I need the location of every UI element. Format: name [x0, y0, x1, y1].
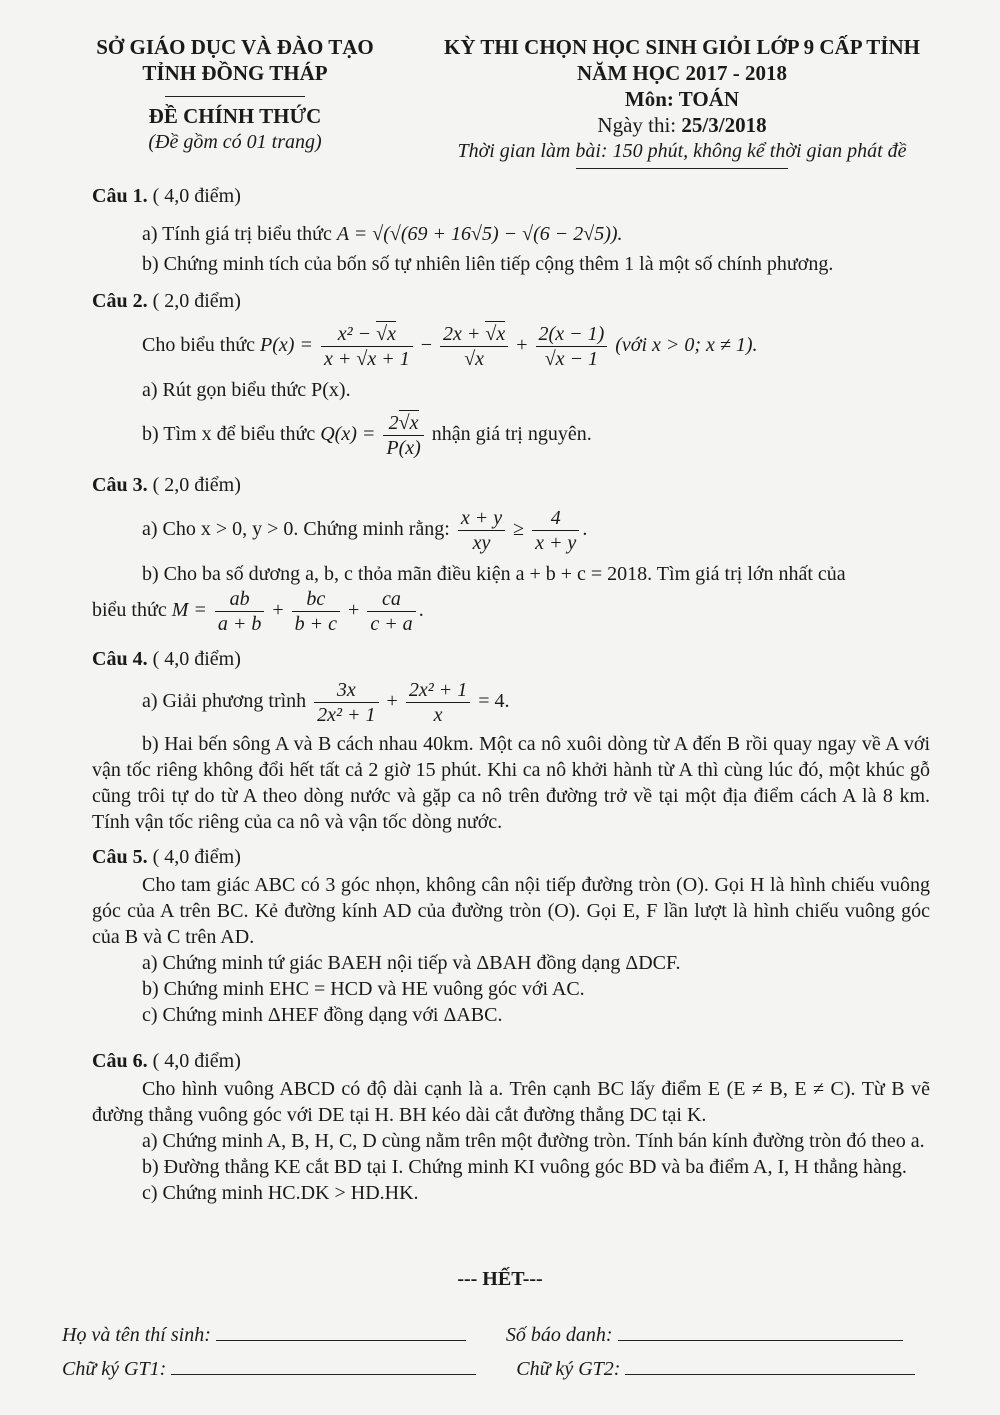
question-1 [92, 183, 930, 277]
subject: Môn: TOÁN [624, 87, 740, 111]
department-name: SỞ GIÁO DỤC VÀ ĐÀO TẠO [96, 35, 374, 59]
question-2-a: a) Rút gọn biểu thức P(x). [142, 379, 351, 401]
header-left [60, 34, 410, 155]
school-year: NĂM HỌC 2017 - 2018 [577, 61, 787, 85]
question-2-b: b) Tìm x để biểu thức Q(x) = $\frac{2√ x}{P(x)}$ nhận giá trị nguyên. [92, 411, 930, 460]
header-left-rule [165, 96, 305, 97]
candidate-name-label: Họ và tên thí sinh: [62, 1324, 211, 1346]
question-5 [92, 844, 930, 1028]
question-5-b: b) Chứng minh EHC = HCD và HE vuông góc với AC. [142, 978, 585, 1000]
question-4-title: Câu 4. ( 4,0 điểm) [92, 648, 241, 670]
exam-date [412, 112, 952, 138]
question-1-b: b) Chứng minh tích của bốn số tự nhiên liên tiếp cộng thêm 1 là một số chính phương. [142, 253, 834, 275]
candidate-id-label: Số báo danh: [505, 1324, 613, 1346]
question-3-title: Câu 3. ( 2,0 điểm) [92, 474, 241, 496]
footer-row-1 [62, 1322, 942, 1347]
question-1-a-expression: A = √(√(69 + 16√5) − √(6 − 2√5)). [336, 223, 623, 245]
question-3 [92, 472, 930, 636]
question-5-intro: Cho tam giác ABC có 3 góc nhọn, không cân nội tiếp đường tròn (O). Gọi H là hình chiếu vuông góc của A trên BC. Kẻ đường kính AD của đường tròn (O). Gọi E, F lần lượt là hình chiếu vuông góc của B và C trên AD. [92, 874, 930, 948]
question-1-a-text: a) Tính giá trị biểu thức [142, 223, 337, 245]
question-5-a: a) Chứng minh tứ giác BAEH nội tiếp và ΔBAH đồng dạng ΔDCF. [142, 952, 681, 974]
question-3-a-text: a) Cho x > 0, y > 0. Chứng minh rằng: [142, 518, 455, 541]
question-4-a-text: a) Giải phương trình [142, 690, 312, 713]
question-2 [92, 288, 930, 460]
question-1-a [92, 221, 930, 247]
question-6-title: Câu 6. ( 4,0 điểm) [92, 1050, 241, 1072]
candidate-id-field[interactable] [618, 1322, 903, 1341]
question-3-b-expression: biểu thức M = $\frac{ab}{a + b}$ + $\frac{bc}{b + c}$ + $\frac{ca}{c + a}$ . [92, 588, 424, 635]
question-5-c: c) Chứng minh ΔHEF đồng dạng với ΔABC. [142, 1004, 503, 1026]
question-4 [92, 646, 930, 835]
header-right [412, 34, 952, 169]
question-2-condition: (với x > 0; x ≠ 1). [615, 334, 758, 357]
question-6-c: c) Chứng minh HC.DK > HD.HK. [142, 1182, 419, 1204]
question-3-a: a) Cho x > 0, y > 0. Chứng minh rằng: $\frac{x + y}{xy}$ ≥ $\frac{4}{x + y}$ . [142, 507, 588, 554]
official-label: ĐỀ CHÍNH THỨC [148, 104, 322, 128]
candidate-name-field[interactable] [216, 1322, 466, 1341]
footer-row-2 [62, 1356, 942, 1381]
header-right-rule [576, 168, 788, 169]
question-6-b: b) Đường thẳng KE cắt BD tại I. Chứng minh KI vuông góc BD và ba điểm A, I, H thẳng hàng. [142, 1156, 907, 1178]
question-2-b-text-end: nhận giá trị nguyên. [431, 423, 592, 446]
question-5-title: Câu 5. ( 4,0 điểm) [92, 846, 241, 868]
exam-date-label: Ngày thi: [597, 113, 682, 137]
supervisor2-signature-label: Chữ ký GT2: [516, 1358, 621, 1380]
question-6 [92, 1048, 930, 1206]
question-2-expression: Cho biểu thức P(x) = $\frac{\text{x² − √ x}}{x + √ x + 1}$ − 2x + √ x √ x + 2(x − 1) √ x − 1 (với x > 0; x ≠ 1). [92, 322, 930, 371]
exam-duration: Thời gian làm bài: 150 phút, không kể thời gian phát đề [457, 140, 907, 162]
question-2-intro: Cho biểu thức [142, 334, 261, 357]
question-4-b: b) Hai bến sông A và B cách nhau 40km. Một ca nô xuôi dòng từ A đến B rồi quay ngay về A với vận tốc riêng không đổi hết tất cả 2 giờ 15 phút. Khi ca nô khởi hành từ A thì cùng lúc đó, một khúc gỗ cũng trôi tự do từ A theo dòng nước và gặp ca nô trên đường trở về tại một địa điểm cách A là 8 km. Tính vận tốc riêng của ca nô và vận tốc dòng nước. [92, 733, 930, 833]
supervisor2-signature-field[interactable] [625, 1356, 915, 1375]
exam-date-value: 25/3/2018 [681, 113, 767, 137]
question-3-b: b) Cho ba số dương a, b, c thỏa mãn điều kiện a + b + c = 2018. Tìm giá trị lớn nhất của [142, 563, 846, 585]
question-1-title: Câu 1. ( 4,0 điểm) [92, 185, 241, 207]
exam-title: KỲ THI CHỌN HỌC SINH GIỎI LỚP 9 CẤP TỈNH [444, 35, 920, 59]
province-name: TỈNH ĐỒNG THÁP [142, 61, 328, 85]
supervisor1-signature-label: Chữ ký GT1: [62, 1358, 167, 1380]
question-2-b-text: b) Tìm x để biểu thức [142, 423, 321, 446]
pages-note: (Đề gồm có 01 trang) [148, 131, 322, 153]
question-6-a: a) Chứng minh A, B, H, C, D cùng nằm trên một đường tròn. Tính bán kính đường tròn đó theo a. [142, 1130, 925, 1152]
question-4-a: a) Giải phương trình $\frac{3x}{\text{2x² + 1}}$ + $\frac{\text{2x² + 1}}{x}$ = 4. [142, 679, 510, 726]
question-2-title: Câu 2. ( 2,0 điểm) [92, 290, 241, 312]
end-marker: --- HẾT--- [457, 1268, 543, 1290]
question-3-b-text2: biểu thức [92, 599, 172, 622]
supervisor1-signature-field[interactable] [171, 1356, 476, 1375]
question-6-intro: Cho hình vuông ABCD có độ dài cạnh là a. Trên cạnh BC lấy điểm E (E ≠ B, E ≠ C). Từ B vẽ đường thẳng vuông góc với DE tại H. BH kéo dài cắt đường thẳng DC tại K. [92, 1078, 930, 1126]
